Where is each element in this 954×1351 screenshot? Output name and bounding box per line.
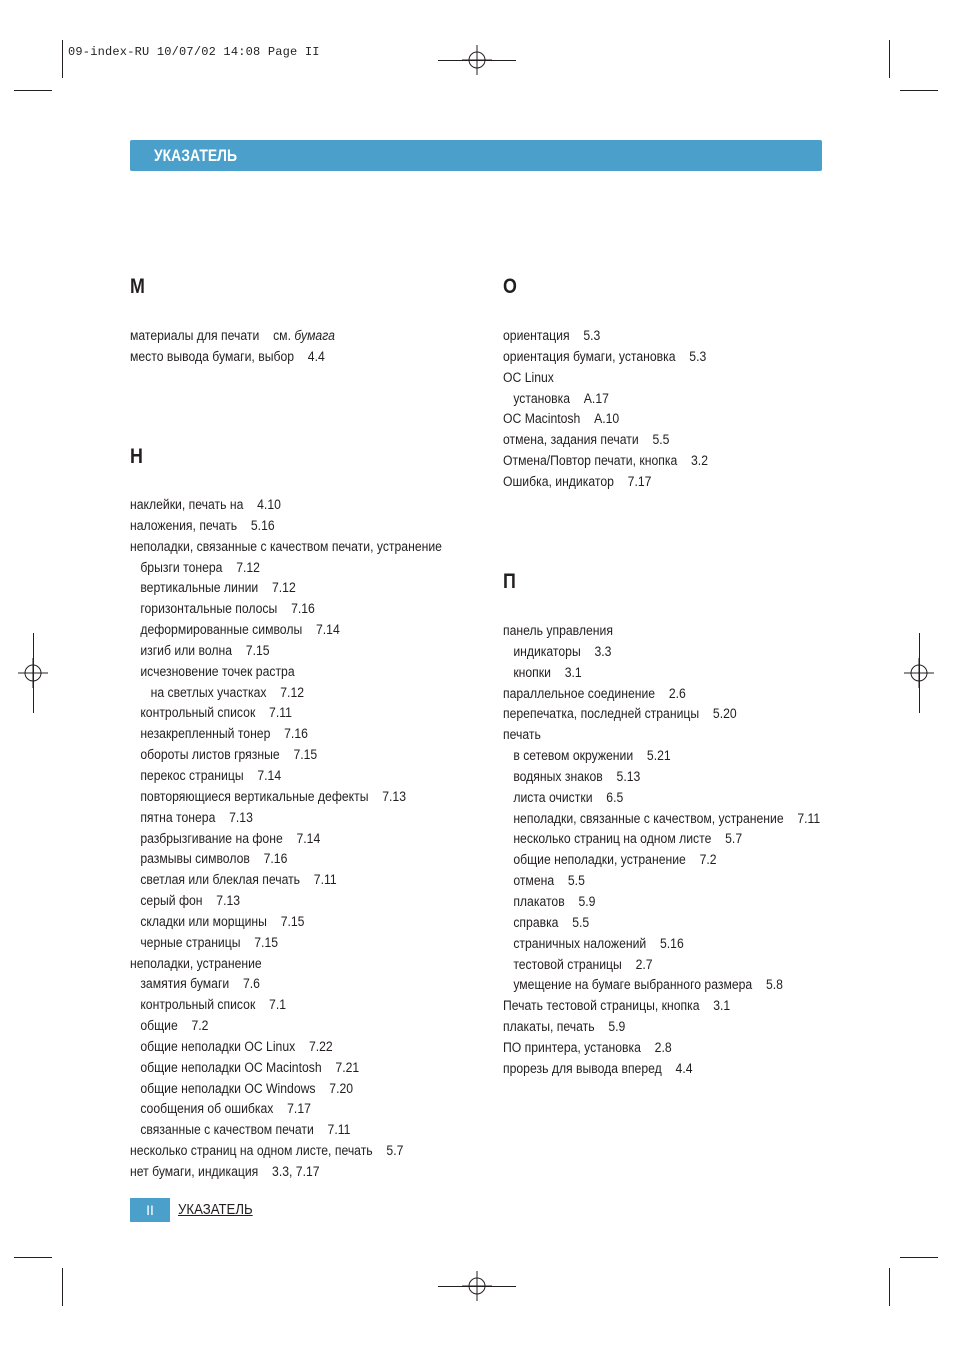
index-entry [130, 745, 457, 766]
page-number-badge: II [130, 1198, 170, 1222]
section-letter-p: П [503, 570, 516, 593]
entry-term: наклейки, печать на [130, 497, 244, 513]
index-entry [503, 892, 830, 913]
entry-term: кнопки [513, 664, 551, 681]
index-entry [503, 389, 830, 410]
index-entry [130, 1058, 457, 1079]
entry-page-ref: 7.13 [229, 809, 253, 826]
entry-page-ref: 2.8 [654, 1039, 672, 1056]
entry-term: панель управления [503, 623, 613, 639]
index-entry [503, 955, 830, 976]
entry-term: общие неполадки, устранение [513, 852, 686, 869]
index-entry [503, 409, 830, 430]
entry-page-ref: 7.21 [335, 1059, 360, 1076]
entry-term: Печать тестовой страницы, кнопка [503, 998, 700, 1015]
entry-page-ref: 7.2 [699, 852, 717, 869]
entry-page-ref: 7.15 [280, 913, 305, 930]
entry-page-ref: A.10 [594, 411, 620, 428]
index-entry [503, 326, 830, 347]
index-entry [130, 1141, 457, 1162]
index-entry [503, 934, 830, 955]
entry-term: нет бумаги, индикация [130, 1164, 259, 1180]
index-entry [503, 684, 830, 705]
index-entry [130, 995, 457, 1016]
entry-term: плакатов [513, 893, 565, 910]
entry-page-ref: 2.7 [635, 956, 653, 973]
entry-term: ОС Macintosh [503, 411, 581, 428]
footer-label: УКАЗАТЕЛЬ [178, 1201, 253, 1218]
entry-term: ПО принтера, установка [503, 1039, 641, 1056]
index-entry [130, 347, 457, 368]
entry-term: обороты листов грязные [140, 747, 280, 764]
entry-page-ref: 5.13 [616, 768, 641, 785]
entry-term: параллельное соединение [503, 685, 656, 702]
entry-term: горизонтальные полосы [140, 601, 278, 618]
header-bar [130, 140, 822, 171]
entry-term: светлая или блеклая печать [140, 872, 301, 889]
entry-term: перекос страницы [140, 767, 244, 784]
index-entry [130, 849, 457, 870]
entry-term: Отмена/Повтор печати, кнопка [503, 453, 678, 470]
index-entry [503, 1017, 830, 1038]
index-entry [130, 766, 457, 787]
entry-page-ref: 5.5 [567, 873, 585, 890]
index-entry [130, 870, 457, 891]
index-entry [130, 954, 457, 975]
index-entry [503, 809, 830, 830]
index-entry [503, 913, 830, 934]
crop-mark [438, 60, 516, 61]
index-entry [130, 808, 457, 829]
entry-term: установка [513, 390, 571, 407]
index-entry [130, 683, 457, 704]
index-entry [130, 578, 457, 599]
index-entry [130, 537, 457, 558]
crop-mark [889, 40, 890, 78]
crop-mark [14, 1257, 52, 1258]
entry-page-ref: 7.14 [257, 767, 282, 784]
entry-term: повторяющиеся вертикальные дефекты [140, 788, 369, 805]
entry-term: водяных знаков [513, 768, 603, 785]
entry-page-ref: 3.3, 7.17 [272, 1164, 320, 1180]
entry-page-ref: 7.12 [271, 580, 296, 597]
index-entry [503, 829, 830, 850]
entry-page-ref: 5.5 [652, 432, 670, 449]
index-entry [503, 725, 830, 746]
entry-term: незакрепленный тонер [140, 726, 271, 743]
index-entry [130, 558, 457, 579]
entry-page-ref: 2.6 [668, 685, 686, 702]
entry-term: несколько страниц на одном листе, печать [130, 1143, 373, 1160]
entry-page-ref: 3.1 [713, 998, 731, 1015]
entry-term: отмена, задания печати [503, 432, 639, 449]
entry-page-ref: 7.16 [284, 726, 308, 743]
entry-page-ref: 4.10 [257, 497, 281, 513]
index-entry [503, 996, 830, 1017]
entry-page-ref: 7.16 [263, 851, 288, 868]
crop-mark [33, 633, 34, 713]
entry-page-ref: 5.3 [583, 328, 601, 344]
entry-term: черные страницы [140, 934, 241, 951]
crop-mark [438, 1286, 516, 1287]
entry-page-ref: 7.6 [242, 976, 260, 993]
entry-page-ref: 4.4 [675, 1060, 693, 1077]
index-entry [130, 933, 457, 954]
index-entry [130, 1120, 457, 1141]
entry-term: печать [503, 727, 541, 744]
entry-term: умещение на бумаге выбранного размера [513, 977, 753, 994]
index-entry [130, 1016, 457, 1037]
index-entry [503, 430, 830, 451]
entry-page-ref: 7.11 [797, 810, 821, 827]
index-entry [503, 704, 830, 725]
entry-term: несколько страниц на одном листе [513, 831, 712, 848]
crop-mark [14, 90, 52, 91]
index-entry [130, 620, 457, 641]
index-entry [503, 767, 830, 788]
entry-term: связанные с качеством печати [140, 1122, 314, 1139]
index-entry [503, 850, 830, 871]
index-list-n [130, 495, 510, 1183]
index-entry [503, 368, 830, 389]
crop-mark [919, 633, 920, 713]
entry-term: ориентация [503, 328, 570, 344]
index-entry [130, 724, 457, 745]
entry-term: размывы символов [140, 851, 250, 868]
entry-term: брызги тонера [140, 559, 223, 576]
index-entry [130, 599, 457, 620]
index-entry [503, 663, 830, 684]
entry-page-ref: 5.8 [765, 977, 783, 994]
index-entry [130, 787, 457, 808]
entry-page-ref: 3.3 [594, 643, 612, 660]
index-entry [130, 974, 457, 995]
entry-page-ref: 7.20 [329, 1080, 354, 1097]
entry-page-ref: 5.5 [572, 914, 590, 931]
entry-term: неполадки, связанные с качеством печати, устранение [130, 538, 442, 555]
entry-page-ref: 7.17 [627, 473, 652, 490]
section-letter-n: Н [130, 445, 143, 468]
entry-page-ref: 5.7 [725, 831, 743, 848]
entry-term: неполадки, связанные с качеством, устранение [513, 810, 784, 827]
entry-page-ref: 7.12 [236, 559, 260, 576]
entry-page-ref: 7.11 [327, 1122, 351, 1139]
entry-page-ref: 7.1 [269, 997, 287, 1014]
entry-term: общие [140, 1018, 178, 1035]
see-target: бумага [294, 328, 335, 344]
entry-page-ref: 5.16 [250, 517, 275, 534]
entry-page-ref: 7.22 [308, 1038, 333, 1055]
entry-page-ref: 7.14 [296, 830, 321, 847]
entry-term: сообщения об ошибках [140, 1101, 274, 1118]
index-entry [503, 347, 830, 368]
entry-page-ref: A.17 [583, 390, 609, 407]
index-entry [503, 788, 830, 809]
index-entry [130, 516, 457, 537]
entry-term: серый фон [140, 893, 203, 910]
entry-page-ref: 5.21 [646, 748, 671, 765]
index-entry [503, 871, 830, 892]
entry-term: страничных наложений [513, 935, 647, 952]
entry-term: пятна тонера [140, 809, 216, 826]
entry-term: общие неполадки ОС Windows [140, 1080, 316, 1097]
entry-page-ref: 7.15 [293, 747, 318, 764]
entry-term: контрольный список [140, 997, 256, 1014]
index-entry [130, 891, 457, 912]
entry-term: перепечатка, последней страницы [503, 706, 700, 723]
index-entry [130, 1079, 457, 1100]
entry-page-ref: 5.7 [386, 1143, 404, 1160]
entry-term: общие неполадки ОС Linux [140, 1038, 296, 1055]
index-entry [503, 642, 830, 663]
index-entry [130, 912, 457, 933]
entry-term: общие неполадки ОС Macintosh [140, 1059, 322, 1076]
index-entry [130, 1162, 457, 1183]
entry-term: наложения, печать [130, 517, 238, 534]
entry-page-ref: 7.15 [254, 934, 279, 951]
entry-page-ref: 5.3 [689, 348, 707, 365]
index-entry [130, 703, 457, 724]
entry-page-ref: 7.2 [191, 1018, 209, 1035]
entry-term: прорезь для вывода вперед [503, 1060, 662, 1077]
entry-term: деформированные символы [140, 622, 303, 639]
entry-term: вертикальные линии [140, 580, 259, 597]
index-entry [503, 975, 830, 996]
crop-mark [62, 40, 63, 78]
crop-mark [889, 1268, 890, 1306]
entry-term: изгиб или волна [140, 642, 233, 659]
entry-term: складки или морщины [140, 913, 267, 930]
entry-term: материалы для печати [130, 328, 260, 344]
crop-mark [62, 1268, 63, 1306]
entry-term: листа очистки [513, 789, 593, 806]
index-list-m [130, 326, 510, 368]
entry-term: Ошибка, индикатор [503, 473, 614, 490]
entry-page-ref: 5.20 [712, 706, 737, 723]
entry-term: индикаторы [513, 643, 581, 660]
entry-page-ref: 7.11 [269, 705, 292, 722]
index-entry [503, 1038, 830, 1059]
entry-page-ref: 3.1 [564, 664, 582, 681]
index-entry [503, 621, 830, 642]
entry-term: на светлых участках [150, 684, 267, 701]
entry-term: ориентация бумаги, установка [503, 348, 676, 365]
index-entry [503, 1059, 830, 1080]
see-prefix: см. [273, 328, 291, 344]
index-entry [130, 495, 457, 516]
entry-page-ref: 4.4 [307, 348, 325, 365]
index-entry [503, 451, 830, 472]
entry-page-ref: 7.16 [291, 601, 315, 618]
printer-slug: 09-index-RU 10/07/02 14:08 Page II [68, 45, 320, 59]
entry-term: место вывода бумаги, выбор [130, 348, 295, 365]
entry-page-ref: 7.12 [280, 684, 305, 701]
entry-term: справка [513, 914, 559, 931]
entry-term: ОС Linux [503, 369, 554, 386]
entry-page-ref: 5.9 [608, 1019, 626, 1036]
entry-term: замятия бумаги [140, 976, 230, 993]
index-list-p [503, 621, 883, 1080]
index-entry [130, 662, 457, 683]
entry-page-ref: 5.9 [578, 893, 596, 910]
index-entry [130, 641, 457, 662]
entry-page-ref: 7.13 [216, 893, 241, 910]
entry-page-ref: 6.5 [606, 789, 624, 806]
section-letter-o: О [503, 275, 517, 298]
entry-term: исчезновение точек растра [140, 663, 295, 680]
entry-page-ref: 7.13 [382, 788, 406, 805]
index-entry [130, 829, 457, 850]
entry-page-ref: 3.2 [691, 453, 708, 470]
index-entry [503, 746, 830, 767]
entry-term: тестовой страницы [513, 956, 622, 973]
entry-term: плакаты, печать [503, 1019, 595, 1036]
index-entry [503, 472, 830, 493]
section-letter-m: М [130, 275, 145, 298]
crop-mark [900, 1257, 938, 1258]
entry-term: отмена [513, 873, 555, 890]
entry-page-ref: 7.14 [315, 622, 340, 639]
crop-mark [900, 90, 938, 91]
index-list-o [503, 326, 883, 493]
entry-see-ref [273, 328, 335, 344]
entry-term: контрольный список [140, 705, 256, 722]
index-entry [130, 326, 457, 347]
index-entry [130, 1037, 457, 1058]
page-title: УКАЗАТЕЛЬ [154, 146, 237, 165]
entry-page-ref: 7.11 [313, 872, 337, 889]
entry-page-ref: 7.15 [245, 642, 270, 659]
index-entry [130, 1099, 457, 1120]
entry-page-ref: 5.16 [660, 935, 684, 952]
entry-page-ref: 7.17 [287, 1101, 311, 1118]
entry-term: разбрызгивание на фоне [140, 830, 283, 847]
entry-term: в сетевом окружении [513, 748, 634, 765]
entry-term: неполадки, устранение [130, 955, 262, 972]
